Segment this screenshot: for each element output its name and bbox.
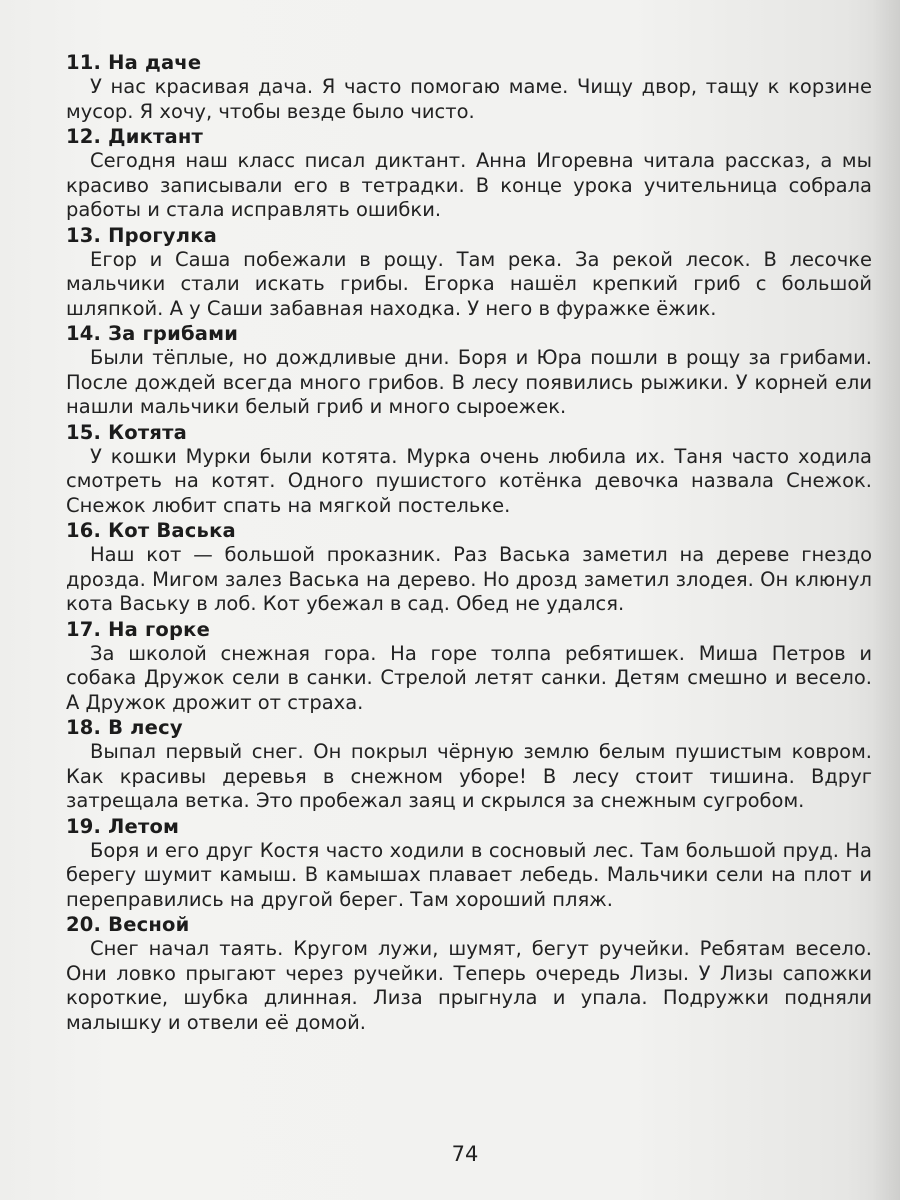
dictation-title: 11. На даче (66, 51, 202, 74)
dictation-text: Снег начал таять. Кругом лужи, шумят, бегут ручейки. Ребятам весело. Они ловко прыгают через ручейки. Теперь очередь Лизы. У Лизы сапожки короткие, шубка длинная. Лиза прыгнула и упала. Подружки подняли малышку и отвели её домой. (66, 937, 872, 1034)
page-number: 74 (451, 1142, 479, 1166)
dictation-17 (66, 617, 872, 716)
dictation-14 (66, 321, 872, 420)
dictation-title: 13. Прогулка (66, 223, 217, 247)
dictation-text: Егор и Саша побежали в рощу. Там река. За рекой лесок. В лесочке мальчики стали искать грибы. Егорка нашёл крепкий гриб с большой шляпкой. А у Саши забавная находка. У него в фуражке ёжик. (66, 247, 872, 320)
dictation-title: 14. За грибами (66, 322, 239, 345)
dictation-title: 17. На горке (66, 617, 211, 641)
dictation-text: Выпал первый снег. Он покрыл чёрную землю белым пушистым ковром. Как красивы деревья в снежном уборе! В лесу стоит тишина. Вдруг затрещала ветка. Это пробежал заяц и скрылся за снежным сугробом. (66, 740, 872, 812)
dictation-20 (66, 912, 872, 1035)
page-edge-shadow (872, 0, 900, 1200)
dictation-title: 20. Весной (66, 913, 190, 936)
dictations-list (66, 50, 872, 1035)
dictation-title: 19. Летом (66, 814, 180, 838)
dictation-title: 12. Диктант (66, 125, 204, 148)
dictation-text: У нас красивая дача. Я часто помогаю маме. Чищу двор, тащу к корзине мусор. Я хочу, чтобы везде было чисто. (66, 75, 872, 123)
dictation-11 (66, 50, 872, 124)
dictation-title: 16. Кот Васька (66, 519, 236, 542)
dictation-text: У кошки Мурки были котята. Мурка очень любила их. Таня часто ходила смотреть на котят. Одного пушистого котёнка девочка назвала Снежок. Снежок любит спать на мягкой постельке. (66, 444, 872, 517)
dictation-19 (66, 814, 872, 913)
dictation-15 (66, 420, 872, 519)
dictation-13 (66, 223, 872, 322)
dictation-12 (66, 124, 872, 223)
dictation-18 (66, 715, 872, 814)
dictation-title: 18. В лесу (66, 716, 183, 739)
dictation-title: 15. Котята (66, 420, 187, 444)
dictation-text: Сегодня наш класс писал диктант. Анна Игоревна читала рассказ, а мы красиво записывали его в тетрадки. В конце урока учительница собрала работы и стала исправлять ошибки. (66, 149, 872, 221)
dictation-text: Наш кот — большой проказник. Раз Васька заметил на дереве гнездо дрозда. Мигом залез Васька на дерево. Но дрозд заметил злодея. Он клюнул кота Ваську в лоб. Кот убежал в сад. Обед не удался. (66, 543, 872, 615)
dictation-text: Были тёплые, но дождливые дни. Боря и Юра пошли в рощу за грибами. После дождей всегда много грибов. В лесу появились рыжики. У корней ели нашли мальчики белый гриб и много сыроежек. (66, 346, 872, 418)
dictation-16 (66, 518, 872, 617)
dictation-text: Боря и его друг Костя часто ходили в сосновый лес. Там большой пруд. На берегу шумит камыш. В камышах плавает лебедь. Мальчики сели на плот и переправились на другой берег. Там хороший пляж. (66, 838, 872, 911)
dictation-text: За школой снежная гора. На горе толпа ребятишек. Миша Петров и собака Дружок сели в санки. Стрелой летят санки. Детям смешно и весело. А Дружок дрожит от страха. (66, 641, 872, 714)
